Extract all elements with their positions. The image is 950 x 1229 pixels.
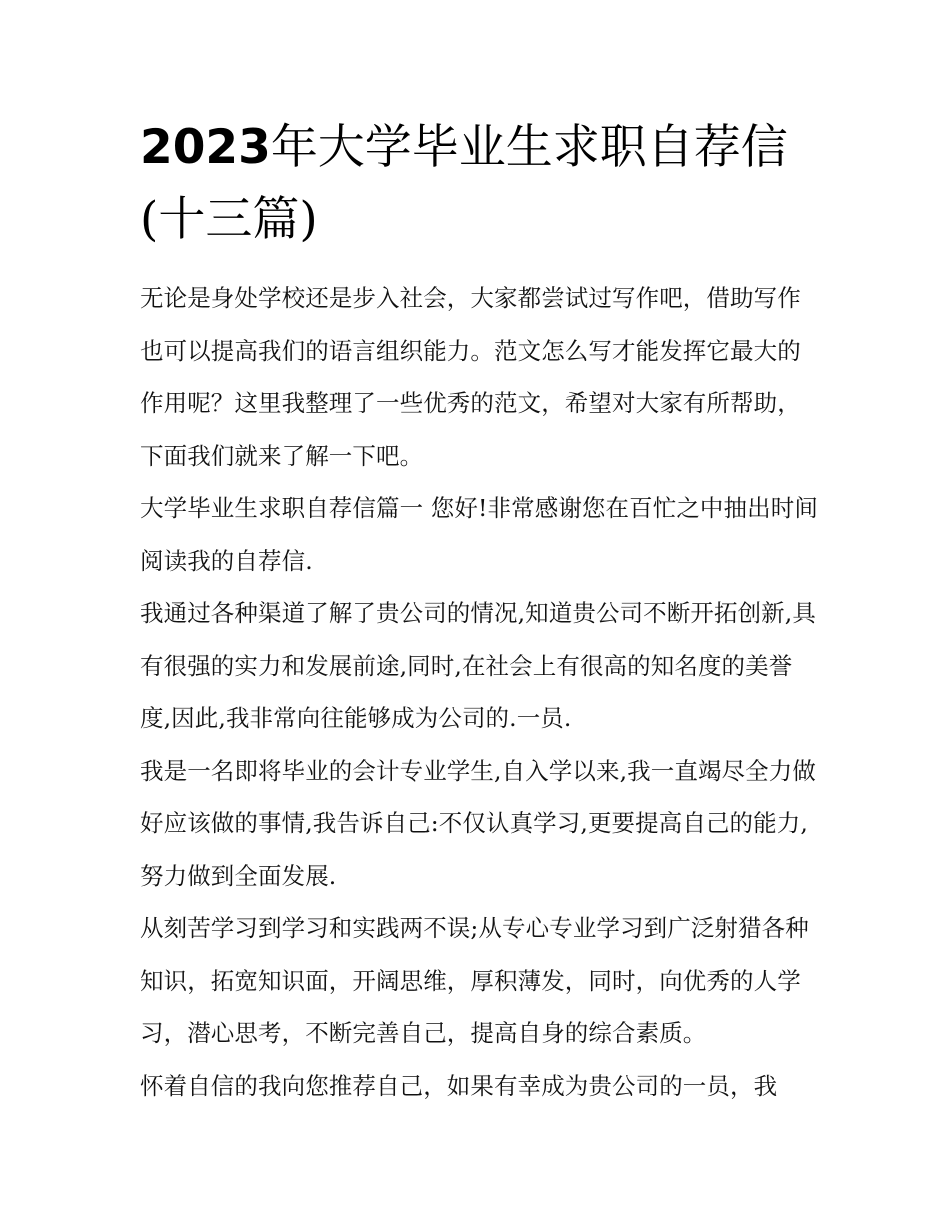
title-year: 2023: [140, 120, 271, 175]
document-title: [140, 112, 820, 256]
document-body: [140, 272, 818, 1112]
paragraph-company: 我通过各种渠道了解了贵公司的情况,知道贵公司不断开拓创新,具有很强的实力和发展前途,同时,在社会上有很高的知名度的美誉度,因此,我非常向往能够成为公司的.一员.: [140, 599, 816, 732]
paragraph-greeting: 大学毕业生求职自荐信篇一 您好!非常感谢您在百忙之中抽出时间阅读我的自荐信.: [140, 494, 818, 575]
paragraph-intro: 无论是身处学校还是步入社会，大家都尝试过写作吧，借助写作也可以提高我们的语言组织能力。范文怎么写才能发挥它最大的作用呢？这里我整理了一些优秀的范文，希望对大家有所帮助，下面我们就来了解一下吧。: [140, 284, 801, 470]
title-text: 年大学毕业生求职自荐信(十三篇): [140, 120, 788, 247]
paragraph-recommend: 怀着自信的我向您推荐自己，如果有幸成为贵公司的一员，我: [140, 1071, 778, 1100]
paragraph-study: 从刻苦学习到学习和实践两不误;从专心专业学习到广泛射猎各种知识，拓宽知识面，开阔思维，厚积薄发，同时，向优秀的人学习，潜心思考，不断完善自己，提高自身的综合素质。: [140, 914, 809, 1047]
paragraph-self-intro: 我是一名即将毕业的会计专业学生,自入学以来,我一直竭尽全力做好应该做的事情,我告诉自己:不仅认真学习,更要提高自己的能力,努力做到全面发展.: [140, 756, 816, 890]
